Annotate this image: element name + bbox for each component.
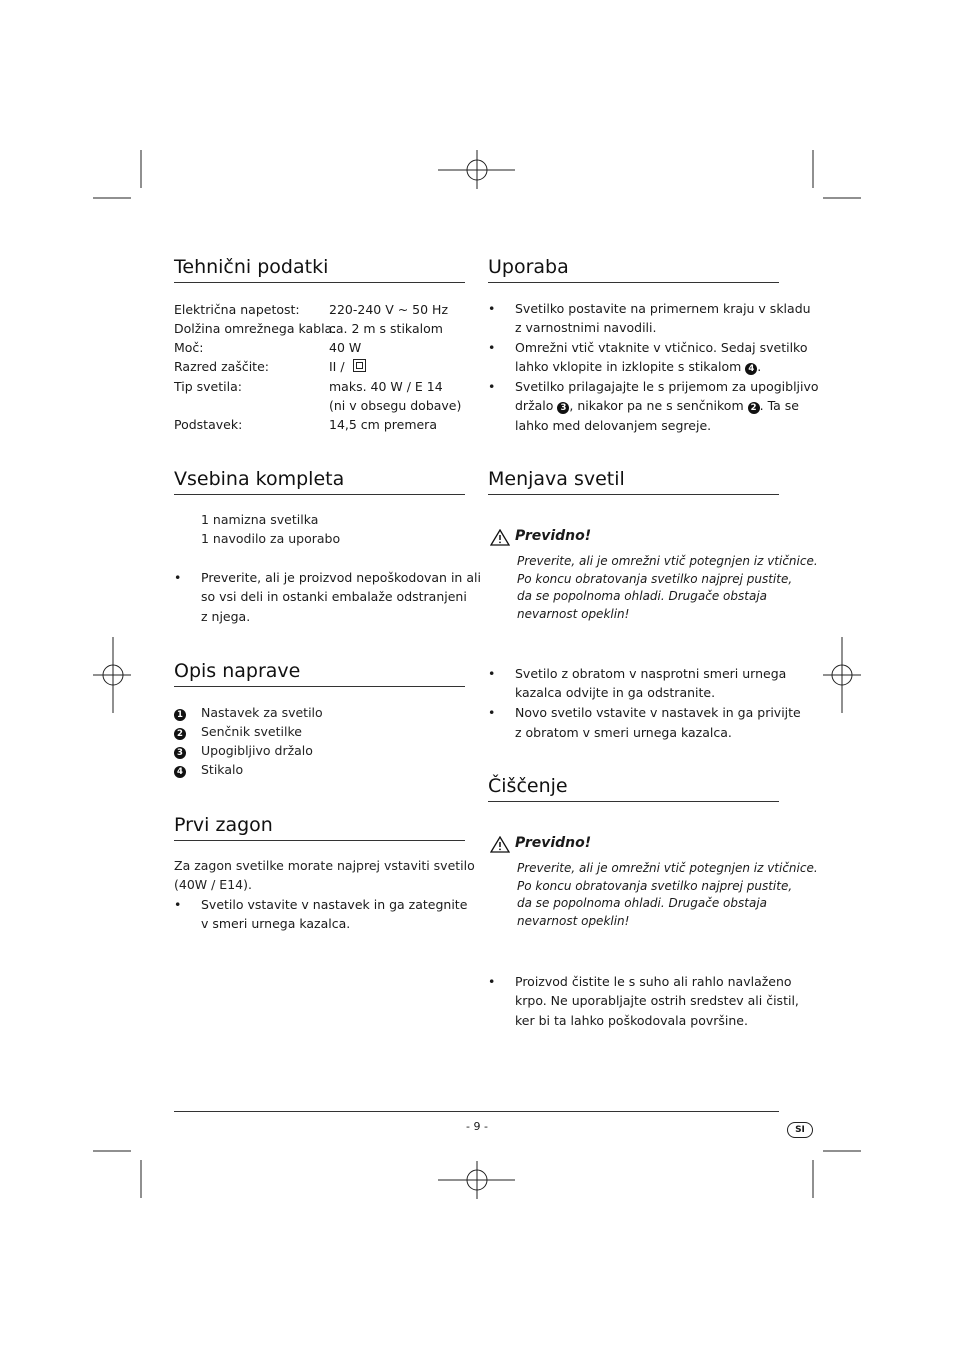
spec-value: 40 W (329, 340, 362, 355)
spec-value: (ni v obsegu dobave) (329, 398, 462, 413)
spec-value (329, 357, 366, 376)
heading-bulb-replacement: Menjava svetil (488, 468, 779, 495)
list-item-text: Svetilko postavite na primernem kraju v skladu z varnostnimi navodili. (515, 301, 811, 336)
number-2-icon: 2 (748, 402, 760, 414)
bullet-icon: • (488, 666, 496, 681)
spec-value: maks. 40 W / E 14 (329, 379, 443, 394)
contents-item: 1 navodilo za uporabo (201, 531, 341, 546)
spec-key: Tip svetila: (174, 379, 242, 394)
bullet-icon: • (488, 379, 496, 394)
warning-triangle-icon (490, 836, 510, 853)
list-item-text: Novo svetilo vstavite v nastavek in ga privijte z obratom v smeri urnega kazalca. (515, 705, 801, 740)
part-item: 3 Upogibljivo držalo (174, 741, 186, 760)
number-4-icon: 4 (745, 363, 757, 375)
footer-divider (174, 1111, 779, 1112)
list-item-text: Preverite, ali je proizvod nepoškodovan in ali so vsi deli in ostanki embalaže odstranjeni z njega. (201, 570, 481, 624)
warning-triangle-icon (490, 529, 510, 546)
list-item-text: Omrežni vtič vtaknite v vtičnico. Sedaj svetilko lahko vklopite in izklopite s stikalom 4 . (515, 340, 808, 375)
heading-device-description: Opis naprave (174, 660, 465, 687)
contents-item: 1 namizna svetilka (201, 512, 319, 527)
heading-first-use: Prvi zagon (174, 814, 465, 841)
bullet-icon: • (174, 570, 182, 585)
heading-usage: Uporaba (488, 256, 779, 283)
spec-key: Moč: (174, 340, 204, 355)
language-badge: SI (787, 1122, 813, 1138)
bullet-icon: • (488, 974, 496, 989)
number-1-icon: 1 (174, 709, 186, 721)
page-number: - 9 - (466, 1120, 488, 1133)
part-item: 4 Stikalo (174, 760, 186, 779)
spec-value: ca. 2 m s stikalom (329, 321, 443, 336)
bullet-icon: • (488, 340, 496, 355)
warning-text: Preverite, ali je omrežni vtič potegnjen iz vtičnice. Po koncu obratovanja svetilko najprej pustite, da se popolnoma ohladi. Drugače obstaja nevarnost opeklin! (517, 554, 818, 621)
number-3-icon: 3 (557, 402, 569, 414)
spec-value: 14,5 cm premera (329, 417, 437, 432)
number-2-icon: 2 (174, 728, 186, 740)
heading-cleaning: Čiščenje (488, 775, 779, 802)
list-item-text: Svetilo z obratom v nasprotni smeri urnega kazalca odvijte in ga odstranite. (515, 666, 787, 701)
spec-value: 220-240 V ~ 50 Hz (329, 302, 449, 317)
number-3-icon: 3 (174, 747, 186, 759)
heading-package-contents: Vsebina kompleta (174, 468, 465, 495)
bullet-icon: • (488, 301, 496, 316)
list-item-text: Proizvod čistite le s suho ali rahlo navlaženo krpo. Ne uporabljajte ostrih sredstev ali čistil, ker bi ta lahko poškodovala površine. (515, 974, 799, 1028)
double-insulation-icon (353, 359, 366, 372)
spec-key: Dolžina omrežnega kabla: (174, 321, 337, 336)
bullet-icon: • (488, 705, 496, 720)
list-item-text: Svetilko prilagajajte le s prijemom za upogibljivo držalo 3 , nikakor pa ne s senčnikom 2 . Ta se lahko med delovanjem segreje. (515, 379, 819, 433)
part-item: 2 Senčnik svetilke (174, 722, 186, 741)
spec-key: Razred zaščite: (174, 359, 269, 374)
bullet-icon: • (174, 897, 182, 912)
protection-class-text: II / (329, 359, 345, 374)
part-item: 1 Nastavek za svetilo (174, 703, 186, 722)
spec-key: Podstavek: (174, 417, 243, 432)
number-4-icon: 4 (174, 766, 186, 778)
warning-text: Preverite, ali je omrežni vtič potegnjen iz vtičnice. Po koncu obratovanja svetilko najprej pustite, da se popolnoma ohladi. Drugače obstaja nevarnost opeklin! (517, 861, 818, 928)
first-use-intro: Za zagon svetilke morate najprej vstaviti svetilo (40W / E14). (174, 858, 475, 893)
list-item-text: Svetilo vstavite v nastavek in ga zategnite v smeri urnega kazalca. (201, 897, 468, 932)
heading-technical-data: Tehnični podatki (174, 256, 465, 283)
spec-key: Električna napetost: (174, 302, 300, 317)
